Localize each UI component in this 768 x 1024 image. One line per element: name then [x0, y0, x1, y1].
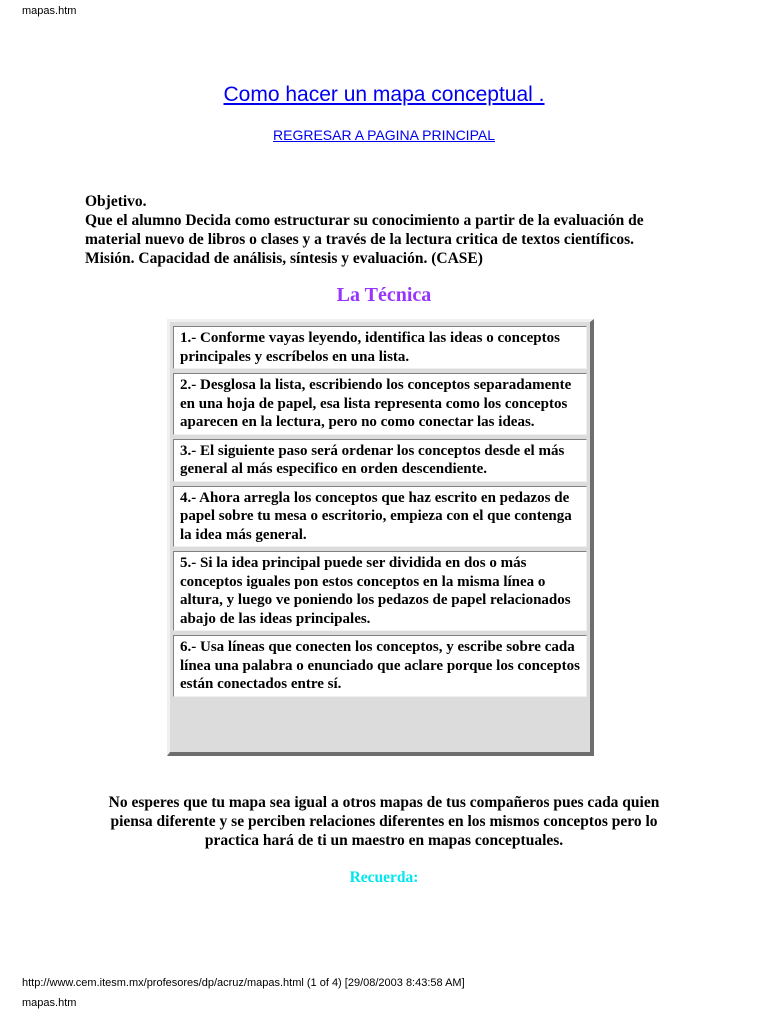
intro-line: material nuevo de libros o clases y a través de la lectura critica de textos científicos.	[85, 231, 634, 248]
step-1: 1.- Conforme vayas leyendo, identifica las ideas o conceptos principales y escríbelos en una lista.	[173, 326, 587, 369]
step-3: 3.- El siguiente paso será ordenar los conceptos desde el más general al más especifico en orden descendiente.	[173, 439, 587, 482]
intro-line: Objetivo.	[85, 193, 147, 210]
step-6: 6.- Usa líneas que conecten los conceptos, y escribe sobre cada línea una palabra o enunciado que aclare porque los conceptos están conectados entre sí.	[173, 635, 587, 697]
step-5: 5.- Si la idea principal puede ser dividida en dos o más conceptos iguales pon estos conceptos en la misma línea o altura, y luego ve poniendo los pedazos de papel relacionados abajo de las ideas principales.	[173, 551, 587, 631]
page-title	[0, 83, 768, 107]
footer-page: mapas.htm	[22, 997, 77, 1009]
intro-section	[85, 192, 705, 268]
footer-url: http://www.cem.itesm.mx/profesores/dp/acruz/mapas.html (1 of 4) [29/08/2003 8:43:58 AM]	[22, 977, 465, 989]
page-header: mapas.htm	[22, 5, 77, 17]
steps-table	[167, 319, 594, 756]
closing-paragraph	[70, 793, 698, 850]
intro-line: Misión. Capacidad de análisis, síntesis y evaluación. (CASE)	[85, 250, 483, 267]
intro-line: Que el alumno Decida como estructurar su conocimiento a partir de la evaluación de	[85, 212, 644, 229]
closing-line: piensa diferente y se perciben relaciones diferentes en los mismos conceptos pero lo	[110, 813, 658, 830]
back-to-main-link[interactable]: REGRESAR A PAGINA PRINCIPAL	[273, 127, 495, 143]
recuerda-heading: Recuerda:	[349, 869, 419, 886]
tecnica-heading: La Técnica	[336, 284, 432, 306]
step-4: 4.- Ahora arregla los conceptos que haz escrito en pedazos de papel sobre tu mesa o escritorio, empieza con el que contenga la idea más general.	[173, 486, 587, 548]
closing-line: practica hará de ti un maestro en mapas conceptuales.	[204, 832, 564, 849]
closing-line: No esperes que tu mapa sea igual a otros mapas de tus compañeros pues cada quien	[108, 794, 660, 811]
step-2: 2.- Desglosa la lista, escribiendo los conceptos separadamente en una hoja de papel, esa lista representa como los conceptos aparecen en la lectura, pero no como conectar las ideas.	[173, 373, 587, 435]
title-link[interactable]: Como hacer un mapa conceptual .	[223, 83, 545, 106]
back-link-container	[0, 127, 768, 143]
